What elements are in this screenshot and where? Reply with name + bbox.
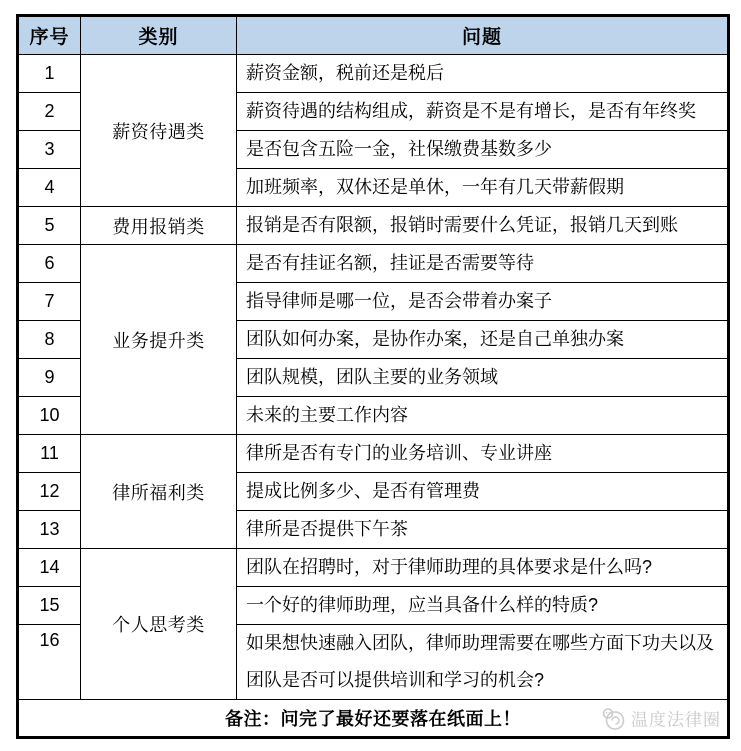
question-cell: 薪资金额，税前还是税后 [237, 55, 729, 93]
row-number: 6 [18, 245, 81, 283]
header-row [18, 16, 729, 55]
row-number: 11 [18, 435, 81, 473]
question-cell: 提成比例多少、是否有管理费 [237, 473, 729, 511]
header-cell-number: 序号 [18, 16, 81, 55]
question-cell: 团队在招聘时，对于律师助理的具体要求是什么吗? [237, 549, 729, 587]
question-cell: 律所是否提供下午茶 [237, 511, 729, 549]
header-cell-category: 类别 [81, 16, 237, 55]
category-cell: 费用报销类 [81, 207, 237, 245]
footer-note-cell [18, 700, 729, 738]
row-number: 12 [18, 473, 81, 511]
row-number: 9 [18, 359, 81, 397]
question-table-container [16, 14, 730, 739]
question-cell: 未来的主要工作内容 [237, 397, 729, 435]
question-cell: 团队规模，团队主要的业务领域 [237, 359, 729, 397]
footer-note: 备注：问完了最好还要落在纸面上！ [225, 709, 521, 729]
watermark [601, 706, 721, 731]
watermark-text: 温度法律圈 [631, 710, 721, 730]
category-cell: 业务提升类 [81, 245, 237, 435]
table-row [18, 55, 729, 93]
question-cell: 是否有挂证名额，挂证是否需要等待 [237, 245, 729, 283]
table-row [18, 549, 729, 587]
row-number: 13 [18, 511, 81, 549]
interview-questions-table [16, 14, 730, 739]
question-cell: 加班频率，双休还是单休，一年有几天带薪假期 [237, 169, 729, 207]
category-cell: 薪资待遇类 [81, 55, 237, 207]
table-row [18, 207, 729, 245]
watermark-logo-icon [601, 706, 627, 730]
row-number: 7 [18, 283, 81, 321]
question-cell: 报销是否有限额，报销时需要什么凭证，报销几天到账 [237, 207, 729, 245]
footer-row [18, 700, 729, 738]
header-cell-question: 问题 [237, 16, 729, 55]
category-cell: 个人思考类 [81, 549, 237, 700]
question-cell: 律所是否有专门的业务培训、专业讲座 [237, 435, 729, 473]
table-row [18, 435, 729, 473]
row-number: 1 [18, 55, 81, 93]
row-number: 14 [18, 549, 81, 587]
row-number: 15 [18, 587, 81, 625]
question-cell: 薪资待遇的结构组成，薪资是不是有增长，是否有年终奖 [237, 93, 729, 131]
category-cell: 律所福利类 [81, 435, 237, 549]
question-cell: 一个好的律师助理，应当具备什么样的特质? [237, 587, 729, 625]
table-row [18, 245, 729, 283]
row-number: 3 [18, 131, 81, 169]
row-number: 8 [18, 321, 81, 359]
question-cell: 团队如何办案，是协作办案，还是自己单独办案 [237, 321, 729, 359]
row-number: 16 [18, 625, 81, 700]
question-cell: 如果想快速融入团队，律师助理需要在哪些方面下功夫以及团队是否可以提供培训和学习的机会? [237, 625, 729, 700]
row-number: 2 [18, 93, 81, 131]
row-number: 5 [18, 207, 81, 245]
row-number: 10 [18, 397, 81, 435]
question-cell: 指导律师是哪一位，是否会带着办案子 [237, 283, 729, 321]
question-cell: 是否包含五险一金，社保缴费基数多少 [237, 131, 729, 169]
row-number: 4 [18, 169, 81, 207]
